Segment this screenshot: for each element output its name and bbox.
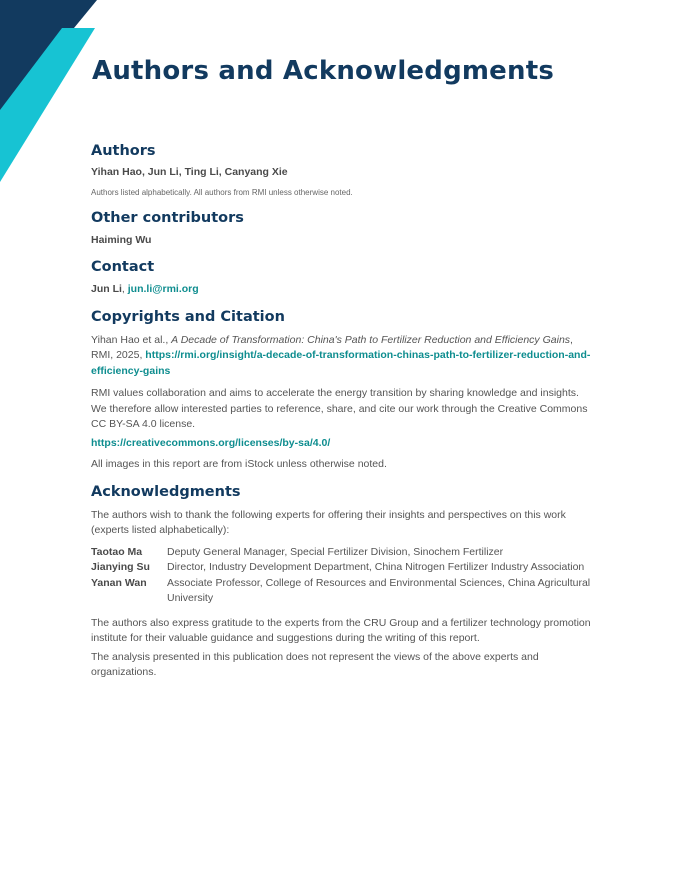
experts-table xyxy=(91,545,591,607)
author-name: Yihan Hao xyxy=(91,166,142,178)
expert-name: Taotao Ma xyxy=(91,545,143,558)
separator: , xyxy=(141,166,148,178)
author-name: Ting Li xyxy=(184,166,219,178)
author-name: Jun Li xyxy=(147,166,179,178)
expert-row xyxy=(91,545,591,561)
authors-list xyxy=(91,165,591,181)
license-text: RMI values collaboration and aims to accelerate the energy transition by sharing knowledge and insights. We therefore allow interested parties to reference, share, and cite our work through the Creative Commons CC BY-SA 4.0 license. xyxy=(91,387,588,430)
expert-name: Jianying Su xyxy=(91,561,150,573)
expert-role: Deputy General Manager, Special Fertilizer Division, Sinochem Fertilizer xyxy=(167,545,504,558)
author-name: Canyang Xie xyxy=(224,166,288,178)
citation-prefix: Yihan Hao et al., xyxy=(91,333,172,346)
authors-heading: Authors xyxy=(91,143,156,159)
expert-row xyxy=(91,560,591,576)
citation-url-link[interactable]: https://rmi.org/insight/a-decade-of-transformation-chinas-path-to-fertilizer-reduction-and-efficiency-gains xyxy=(91,349,591,377)
citation-title: A Decade of Transformation: China's Path to Fertilizer Reduction and Efficiency Gains xyxy=(171,333,571,346)
expert-row xyxy=(91,576,591,607)
other-contributors-heading: Other contributors xyxy=(91,209,244,226)
acknowledgments-intro: The authors wish to thank the following experts for offering their insights and perspectives on this work (experts listed alphabetically): xyxy=(91,508,566,536)
gratitude-text: The authors also express gratitude to the experts from the CRU Group and a fertilizer technology promotion institute for their valuable guidance and suggestions during the writing of this report. xyxy=(91,616,591,644)
contact-name: Jun Li xyxy=(91,283,122,295)
separator: , xyxy=(121,283,128,295)
citation-suffix: , RMI, 2025, xyxy=(91,333,573,361)
acknowledgments-heading: Acknowledgments xyxy=(91,483,241,500)
separator: , xyxy=(178,166,185,178)
contributor-name: Haiming Wu xyxy=(91,233,152,246)
disclaimer-text: The analysis presented in this publication does not represent the views of the above experts and organizations. xyxy=(91,650,539,678)
license-url-link[interactable]: https://creativecommons.org/licenses/by-sa/4.0/ xyxy=(91,436,331,449)
images-note: All images in this report are from iStock unless otherwise noted. xyxy=(91,458,387,470)
contact-heading: Contact xyxy=(91,259,155,275)
citation xyxy=(91,333,591,380)
expert-role: Associate Professor, College of Resources and Environmental Sciences, China Agricultural University xyxy=(167,576,591,604)
page-title: Authors and Acknowledgments xyxy=(92,56,555,86)
contact-email-link[interactable]: jun.li@rmi.org xyxy=(127,283,199,295)
page-content xyxy=(91,140,591,681)
expert-name: Yanan Wan xyxy=(91,576,147,589)
separator: , xyxy=(218,166,225,178)
contact-line xyxy=(91,282,591,298)
authors-note: Authors listed alphabetically. All authors from RMI unless otherwise noted. xyxy=(91,187,353,197)
expert-role: Director, Industry Development Department, China Nitrogen Fertilizer Industry Association xyxy=(167,561,585,573)
copyrights-heading: Copyrights and Citation xyxy=(91,308,285,325)
